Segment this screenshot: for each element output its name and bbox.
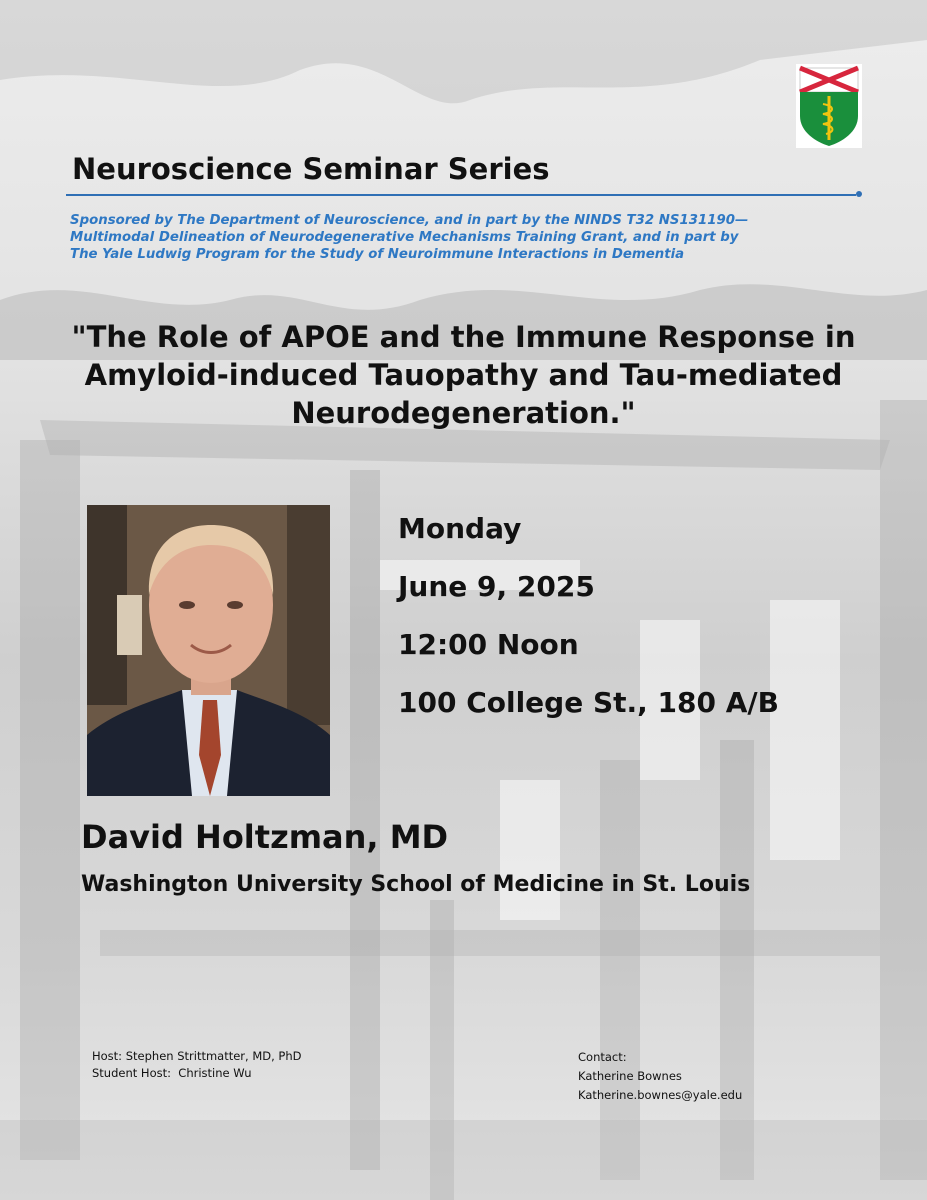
event-details xyxy=(398,508,779,740)
header-divider-dot xyxy=(856,191,862,197)
student-host-row xyxy=(92,1065,302,1082)
contact-email[interactable]: Katherine.bownes@yale.edu xyxy=(578,1088,743,1102)
contact-name: Katherine Bownes xyxy=(578,1069,682,1083)
contact-label: Contact: xyxy=(578,1050,627,1064)
talk-title-line: Amyloid-induced Tauopathy and Tau-mediated xyxy=(84,358,843,392)
event-time: 12:00 Noon xyxy=(398,628,579,661)
student-host-name: Christine Wu xyxy=(178,1066,252,1080)
contact-block xyxy=(578,1048,742,1105)
talk-title xyxy=(40,318,887,432)
talk-title-line: Neurodegeneration." xyxy=(291,396,636,430)
talk-title-line: "The Role of APOE and the Immune Response in xyxy=(71,320,856,354)
event-location: 100 College St., 180 A/B xyxy=(398,686,779,719)
hosts-block xyxy=(92,1048,302,1082)
host-label: Host: xyxy=(92,1049,123,1063)
speaker-name: David Holtzman, MD xyxy=(81,818,449,856)
host-row xyxy=(92,1048,302,1065)
speaker-portrait-image xyxy=(87,505,330,796)
speaker-photo xyxy=(87,505,330,796)
series-title: Neuroscience Seminar Series xyxy=(72,152,550,186)
event-day: Monday xyxy=(398,512,522,545)
sponsor-line: The Yale Ludwig Program for the Study of Neuroimmune Interactions in Dementia xyxy=(70,247,685,262)
speaker-institution: Washington University School of Medicine in St. Louis xyxy=(81,872,751,897)
host-name: Stephen Strittmatter, MD, PhD xyxy=(125,1049,302,1063)
sponsor-statement xyxy=(70,212,870,263)
student-host-label: Student Host: xyxy=(92,1066,171,1080)
event-date: June 9, 2025 xyxy=(398,570,595,603)
sponsor-line: Multimodal Delineation of Neurodegenerative Mechanisms Training Grant, and in part by xyxy=(70,230,739,245)
yale-medicine-shield-icon xyxy=(796,64,862,148)
sponsor-line: Sponsored by The Department of Neuroscience, and in part by the NINDS T32 NS131190— xyxy=(70,213,749,228)
header-divider xyxy=(66,194,856,196)
